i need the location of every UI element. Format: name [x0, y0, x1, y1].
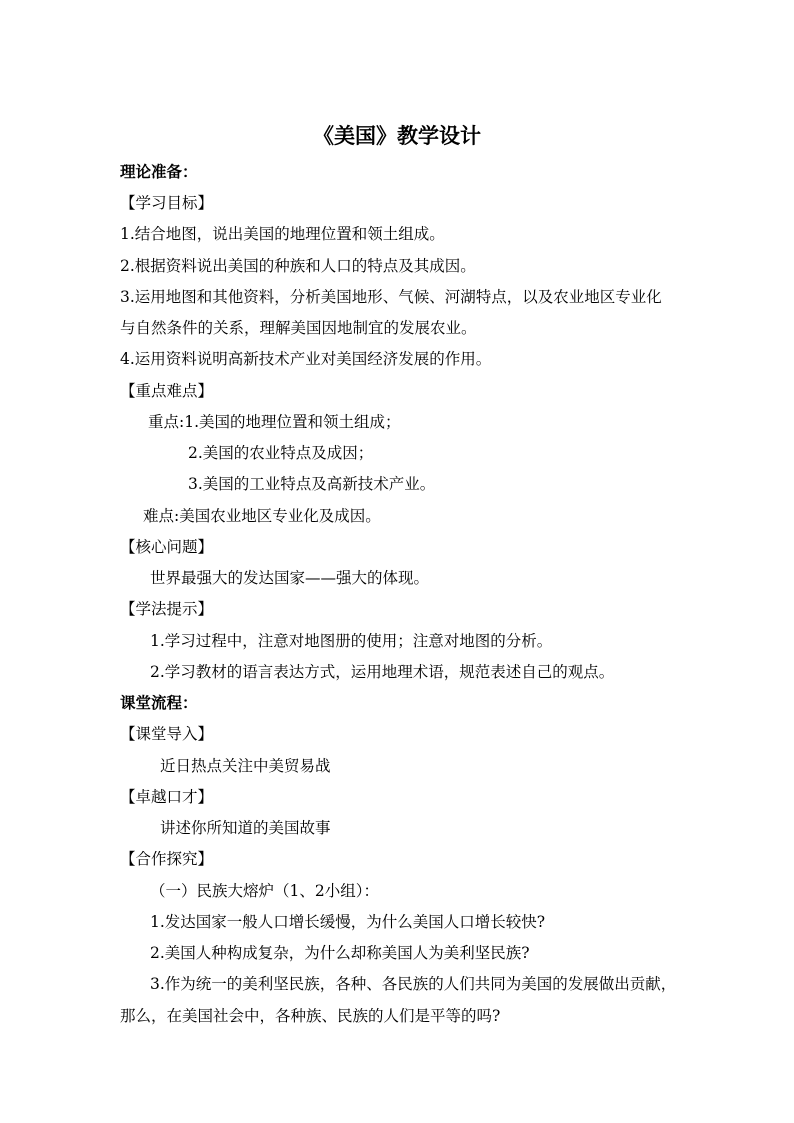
cooperation-question: 3.作为统一的美利坚民族，各种、各民族的人们共同为美国的发展做出贡献，: [150, 975, 677, 993]
study-tip-item: 2.学习教材的语言表达方式，运用地理术语，规范表述自己的观点。: [150, 663, 615, 681]
section-theory-heading: 理论准备：: [120, 162, 198, 181]
goal-item: 3.运用地图和其他资料，分析美国地形、气候、河湖特点，以及农业地区专业化: [120, 288, 662, 306]
key-point-item: 2.美国的农业特点及成因；: [188, 444, 374, 462]
intro-text: 近日热点关注中美贸易战: [160, 757, 331, 775]
section-flow-heading: 课堂流程：: [120, 693, 198, 712]
key-point-item: 重点:1.美国的地理位置和领土组成；: [148, 413, 401, 431]
cooperation-subheading: （一）民族大熔炉（1、2小组）：: [150, 882, 379, 900]
intro-heading: 【课堂导入】: [120, 725, 214, 743]
cooperation-question: 1.发达国家一般人口增长缓慢，为什么美国人口增长较快?: [150, 913, 546, 931]
study-tips-heading: 【学法提示】: [120, 600, 214, 618]
goal-item: 4.运用资料说明高新技术产业对美国经济发展的作用。: [120, 350, 492, 368]
goal-item: 2.根据资料说出美国的种族和人口的特点及其成因。: [120, 257, 476, 275]
cooperation-heading: 【合作探究】: [120, 850, 214, 868]
goals-heading: 【学习目标】: [120, 194, 214, 212]
document-title: 《美国》教学设计: [313, 123, 481, 148]
eloquence-text: 讲述你所知道的美国故事: [160, 819, 331, 837]
study-tip-item: 1.学习过程中，注意对地图册的使用；注意对地图的分析。: [150, 632, 553, 650]
eloquence-heading: 【卓越口才】: [120, 788, 214, 806]
goal-item: 1.结合地图，说出美国的地理位置和领土组成。: [120, 225, 445, 243]
cooperation-question: 2.美国人种构成复杂，为什么却称美国人为美利坚民族?: [150, 944, 530, 962]
key-points-heading: 【重点难点】: [120, 382, 214, 400]
key-point-item: 3.美国的工业特点及高新技术产业。: [188, 475, 436, 493]
difficulty-item: 难点:美国农业地区专业化及成因。: [143, 507, 381, 525]
core-question-heading: 【核心问题】: [120, 538, 214, 556]
cooperation-question-continuation: 那么，在美国社会中，各种族、民族的人们是平等的吗?: [120, 1007, 501, 1025]
core-question-text: 世界最强大的发达国家——强大的体现。: [150, 569, 430, 587]
goal-item-continuation: 与自然条件的关系，理解美国因地制宜的发展农业。: [120, 319, 477, 337]
